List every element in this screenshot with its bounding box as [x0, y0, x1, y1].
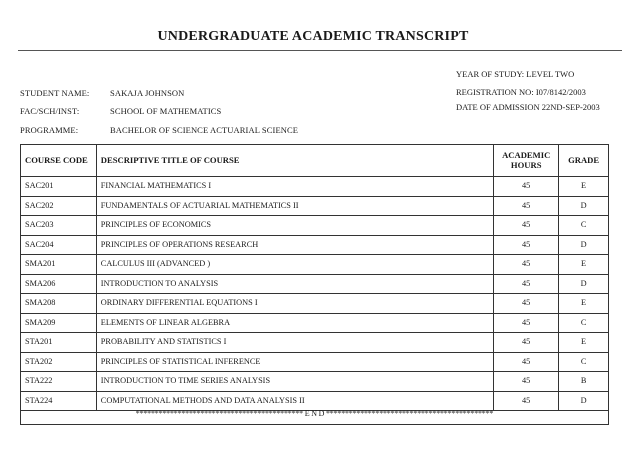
- course-grade: C: [559, 216, 609, 236]
- course-hours: 45: [494, 352, 559, 372]
- table-row: [21, 216, 609, 236]
- course-grade: C: [559, 313, 609, 333]
- course-title: CALCULUS III (ADVANCED ): [96, 255, 493, 275]
- course-code: SAC201: [21, 177, 97, 197]
- header-course-code: COURSE CODE: [21, 145, 97, 177]
- course-title: PRINCIPLES OF STATISTICAL INFERENCE: [96, 352, 493, 372]
- course-title: PRINCIPLES OF ECONOMICS: [96, 216, 493, 236]
- header-course-title: DESCRIPTIVE TITLE OF COURSE: [96, 145, 493, 177]
- course-code: STA202: [21, 352, 97, 372]
- student-name-label: STUDENT NAME:: [20, 88, 90, 98]
- table-row: [21, 235, 609, 255]
- table-row: [21, 255, 609, 275]
- course-grade: E: [559, 294, 609, 314]
- table-row: [21, 352, 609, 372]
- title-divider: [18, 50, 622, 51]
- table-row: [21, 372, 609, 392]
- course-title: INTRODUCTION TO TIME SERIES ANALYSIS: [96, 372, 493, 392]
- course-hours: 45: [494, 216, 559, 236]
- course-hours: 45: [494, 196, 559, 216]
- course-grade: E: [559, 177, 609, 197]
- course-grade: D: [559, 235, 609, 255]
- table-row: [21, 177, 609, 197]
- course-title: INTRODUCTION TO ANALYSIS: [96, 274, 493, 294]
- reg-label: REGISTRATION NO:: [456, 87, 534, 97]
- course-grade: B: [559, 372, 609, 392]
- reg-value: I07/8142/2003: [535, 87, 586, 97]
- course-code: STA201: [21, 333, 97, 353]
- table-row: [21, 294, 609, 314]
- header-grade: GRADE: [559, 145, 609, 177]
- programme-label: PROGRAMME:: [20, 125, 79, 135]
- registration-no: [456, 87, 586, 97]
- course-code: SMA201: [21, 255, 97, 275]
- faculty-value: SCHOOL OF MATHEMATICS: [110, 106, 222, 116]
- header-academic-hours: ACADEMIC HOURS: [494, 145, 559, 177]
- course-title: FUNDAMENTALS OF ACTUARIAL MATHEMATICS II: [96, 196, 493, 216]
- course-hours: 45: [494, 274, 559, 294]
- course-code: STA222: [21, 372, 97, 392]
- programme-value: BACHELOR OF SCIENCE ACTUARIAL SCIENCE: [110, 125, 299, 135]
- course-hours: 45: [494, 255, 559, 275]
- course-grade: D: [559, 196, 609, 216]
- document-title: UNDERGRADUATE ACADEMIC TRANSCRIPT: [157, 29, 469, 44]
- course-title: PRINCIPLES OF OPERATIONS RESEARCH: [96, 235, 493, 255]
- course-title: PROBABILITY AND STATISTICS I: [96, 333, 493, 353]
- table-row: [21, 274, 609, 294]
- year-value: LEVEL TWO: [526, 69, 575, 79]
- course-grade: C: [559, 352, 609, 372]
- course-hours: 45: [494, 235, 559, 255]
- table-row: [21, 313, 609, 333]
- faculty-label: FAC/SCH/INST:: [20, 106, 80, 116]
- course-grade: D: [559, 274, 609, 294]
- course-grade: E: [559, 255, 609, 275]
- end-marker: ******************************************** E N D ********************************************: [20, 405, 609, 425]
- student-name-value: SAKAJA JOHNSON: [110, 88, 185, 98]
- course-hours: 45: [494, 372, 559, 392]
- table-row: [21, 333, 609, 353]
- transcript-table: [20, 144, 609, 411]
- course-hours: 45: [494, 391, 559, 411]
- year-of-study: [456, 69, 574, 79]
- course-title: ELEMENTS OF LINEAR ALGEBRA: [96, 313, 493, 333]
- doa-label: DATE OF ADMISSION: [456, 102, 540, 112]
- course-code: SAC202: [21, 196, 97, 216]
- doa-value: 22ND-SEP-2003: [541, 102, 600, 112]
- course-code: SMA209: [21, 313, 97, 333]
- course-grade: D: [559, 391, 609, 411]
- course-title: FINANCIAL MATHEMATICS I: [96, 177, 493, 197]
- course-title: ORDINARY DIFFERENTIAL EQUATIONS I: [96, 294, 493, 314]
- course-hours: 45: [494, 333, 559, 353]
- course-code: SAC203: [21, 216, 97, 236]
- table-row: [21, 196, 609, 216]
- course-hours: 45: [494, 177, 559, 197]
- course-grade: E: [559, 333, 609, 353]
- course-title: COMPUTATIONAL METHODS AND DATA ANALYSIS II: [96, 391, 493, 411]
- table-header-row: [21, 145, 609, 177]
- course-hours: 45: [494, 313, 559, 333]
- course-code: SAC204: [21, 235, 97, 255]
- course-code: SMA208: [21, 294, 97, 314]
- date-of-admission: [456, 102, 600, 112]
- year-label: YEAR OF STUDY:: [456, 69, 525, 79]
- course-hours: 45: [494, 294, 559, 314]
- course-code: STA224: [21, 391, 97, 411]
- course-code: SMA206: [21, 274, 97, 294]
